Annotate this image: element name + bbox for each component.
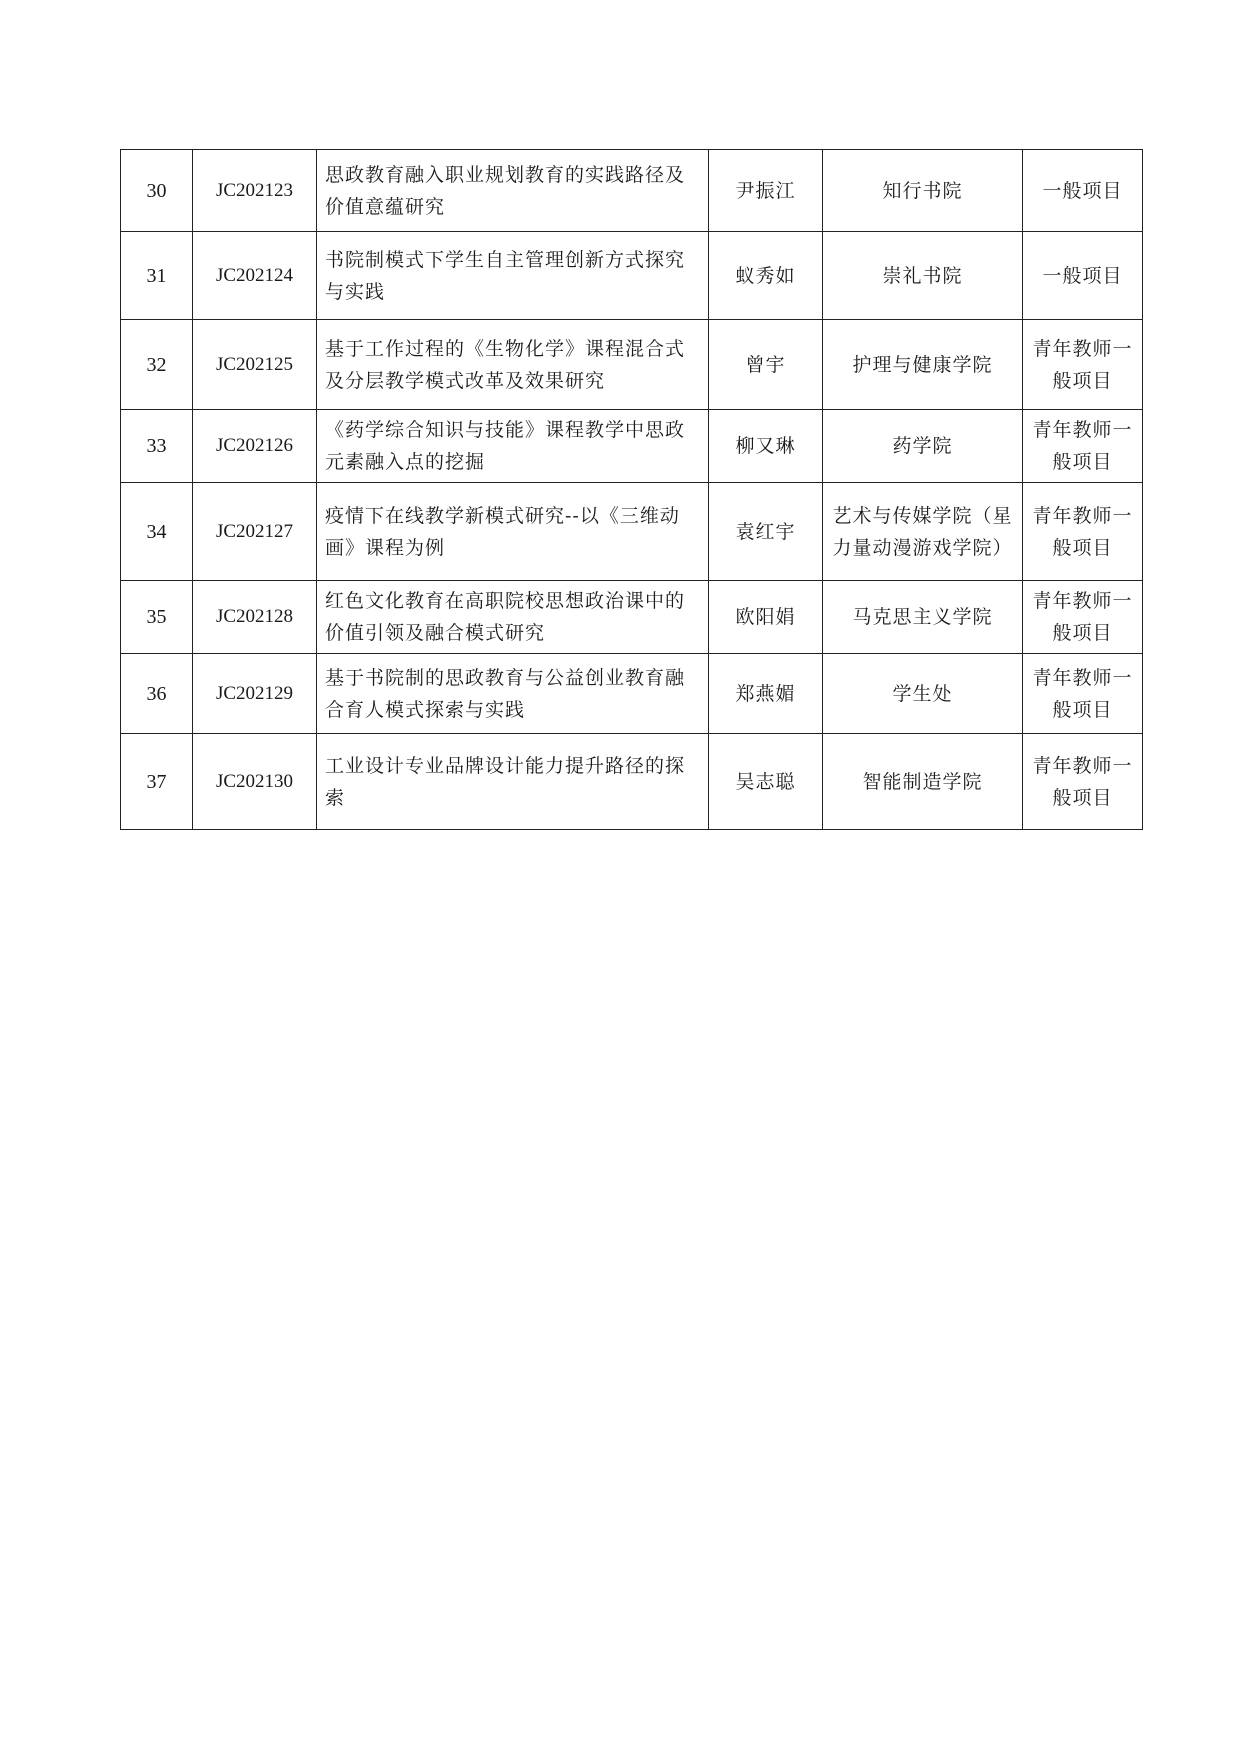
project-code: JC202126 [193,410,317,483]
project-title: 思政教育融入职业规划教育的实践路径及价值意蕴研究 [317,150,709,232]
table-row [121,581,1143,654]
row-number: 35 [121,581,193,654]
project-category: 青年教师一般项目 [1023,320,1143,410]
table-row [121,232,1143,320]
project-leader: 欧阳娟 [709,581,823,654]
row-number: 36 [121,654,193,734]
project-title: 基于书院制的思政教育与公益创业教育融合育人模式探索与实践 [317,654,709,734]
table-row [121,483,1143,581]
project-leader: 蚁秀如 [709,232,823,320]
project-code: JC202123 [193,150,317,232]
project-title: 疫情下在线教学新模式研究--以《三维动画》课程为例 [317,483,709,581]
project-leader: 柳又琳 [709,410,823,483]
project-table-body [121,150,1143,830]
project-category: 一般项目 [1023,232,1143,320]
project-category: 青年教师一般项目 [1023,734,1143,830]
project-unit: 崇礼书院 [823,232,1023,320]
project-unit: 药学院 [823,410,1023,483]
project-leader: 曾宇 [709,320,823,410]
row-number: 33 [121,410,193,483]
project-code: JC202127 [193,483,317,581]
project-code: JC202130 [193,734,317,830]
project-unit: 护理与健康学院 [823,320,1023,410]
project-category: 一般项目 [1023,150,1143,232]
project-title: 工业设计专业品牌设计能力提升路径的探索 [317,734,709,830]
project-unit: 艺术与传媒学院（星力量动漫游戏学院） [823,483,1023,581]
project-unit: 智能制造学院 [823,734,1023,830]
project-category: 青年教师一般项目 [1023,483,1143,581]
table-row [121,734,1143,830]
project-leader: 吴志聪 [709,734,823,830]
project-code: JC202128 [193,581,317,654]
project-title: 书院制模式下学生自主管理创新方式探究与实践 [317,232,709,320]
row-number: 34 [121,483,193,581]
project-title: 《药学综合知识与技能》课程教学中思政元素融入点的挖掘 [317,410,709,483]
table-row [121,150,1143,232]
project-category: 青年教师一般项目 [1023,410,1143,483]
project-title: 红色文化教育在高职院校思想政治课中的价值引领及融合模式研究 [317,581,709,654]
row-number: 30 [121,150,193,232]
project-unit: 学生处 [823,654,1023,734]
row-number: 37 [121,734,193,830]
project-code: JC202124 [193,232,317,320]
project-category: 青年教师一般项目 [1023,654,1143,734]
table-row [121,410,1143,483]
project-title: 基于工作过程的《生物化学》课程混合式及分层教学模式改革及效果研究 [317,320,709,410]
project-code: JC202125 [193,320,317,410]
project-code: JC202129 [193,654,317,734]
project-unit: 马克思主义学院 [823,581,1023,654]
project-unit: 知行书院 [823,150,1023,232]
row-number: 31 [121,232,193,320]
project-leader: 尹振江 [709,150,823,232]
table-row [121,320,1143,410]
project-leader: 袁红宇 [709,483,823,581]
project-category: 青年教师一般项目 [1023,581,1143,654]
project-leader: 郑燕媚 [709,654,823,734]
project-table [120,149,1143,830]
row-number: 32 [121,320,193,410]
table-row [121,654,1143,734]
